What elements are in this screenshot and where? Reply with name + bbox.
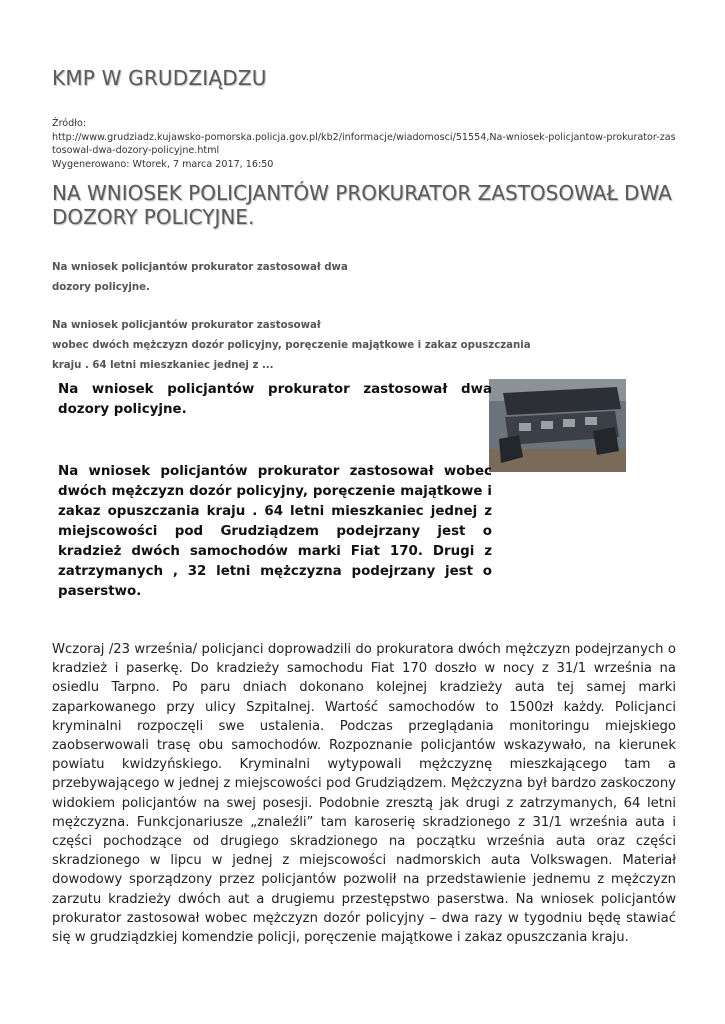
source-label: Źródło: [52,118,87,129]
source-url[interactable]: http://www.grudziadz.kujawsko-pomorska.policja.gov.pl/kb2/informacje/wiadomosci/51554,Na-wniosek-policjantow-prokurator-zastosowal-dwa-dozory-policyjne.html [52,131,676,157]
article-title: NA WNIOSEK POLICJANTÓW PROKURATOR ZASTOSOWAŁ DWA DOZORY POLICYJNE. [52,181,672,229]
lead-summary-1 [52,258,612,298]
lead2-line1: Na wniosek policjantów prokurator zastosował [52,320,321,331]
car-part-image [489,379,626,472]
lead1-line1: Na wniosek policjantów prokurator zastosował dwa [52,262,348,273]
car-part-photo [489,379,626,472]
source-meta [52,117,678,171]
bold-intro-1: Na wniosek policjantów prokurator zastosował dwa dozory policyjne. [58,382,492,417]
lead2-line2: wobec dwóch mężczyzn dozór policyjny, poręczenie majątkowe i zakaz opuszczania [52,340,531,351]
generated-date: Wygenerowano: Wtorek, 7 marca 2017, 16:50 [52,158,274,170]
bold-intro-2: Na wniosek policjantów prokurator zastosował wobec dwóch mężczyzn dozór policyjny, poręczenie majątkowe i zakaz opuszczania kraju . 64 letni mieszkaniec jednej z miejscowości pod Grudziądzem podejrzany jest o kradzież dwóch samochodów marki Fiat 170. Drugi z zatrzymanych , 32 letni mężczyzna podejrzany jest o paserstwo. [58,464,492,599]
lead2-line3: kraju . 64 letni mieszkaniec jednej z ... [52,360,274,371]
site-title: KMP W GRUDZIĄDZU [52,66,267,90]
article-body: Wczoraj /23 września/ policjanci doprowadzili do prokuratora dwóch mężczyzn podejrzanych o kradzież i paserkę. Do kradzieży samochodu Fiat 170 doszło w nocy z 31/1 września na osiedlu Tarpno. Po paru dniach dokonano kolejnej kradzieży auta tej samej marki zaparkowanego przy ulicy Szpitalnej. Wartość samochodów to 1500zł każdy. Policjanci kryminalni rozpoczęli swe ustalenia. Podczas przeglądania monitoringu miejskiego zaobserwowali trasę obu samochodów. Rozpoznanie policjantów wskazywało, na kierunek powiatu kwidzyńskiego. Kryminalni wytypowali mężczyznę mieszkającego tam a przebywającego w jednej z miejscowości pod Grudziądzem. Mężczyzna był bardzo zaskoczony widokiem policjantów na swej posesji. Podobnie zresztą jak drugi z zatrzymanych, 64 letni mężczyzna. Funkcjonariusze „znaleźli” tam karoserię skradzionego z 31/1 września auta i części pochodzące od drugiego skradzionego na początku września auta oraz części skradzionego w lipcu w jednej z miejscowości nadmorskich auta Volkswagen. Materiał dowodowy sporządzony przez policjantów pozwolił na przedstawienie jednemu z mężczyzn zarzutu kradzieży dwóch aut a drugiemu przestępstwo paserstwa. Na wniosek policjantów prokurator zastosował wobec mężczyzn dozór policyjny – dwa razy w tygodniu będę stawiać się w grudziądzkiej komendzie policji, poręczenie majątkowe i zakaz opuszczania kraju. [52,642,676,946]
lead1-line2: dozory policyjne. [52,282,150,293]
lead-summary-2 [52,316,612,376]
